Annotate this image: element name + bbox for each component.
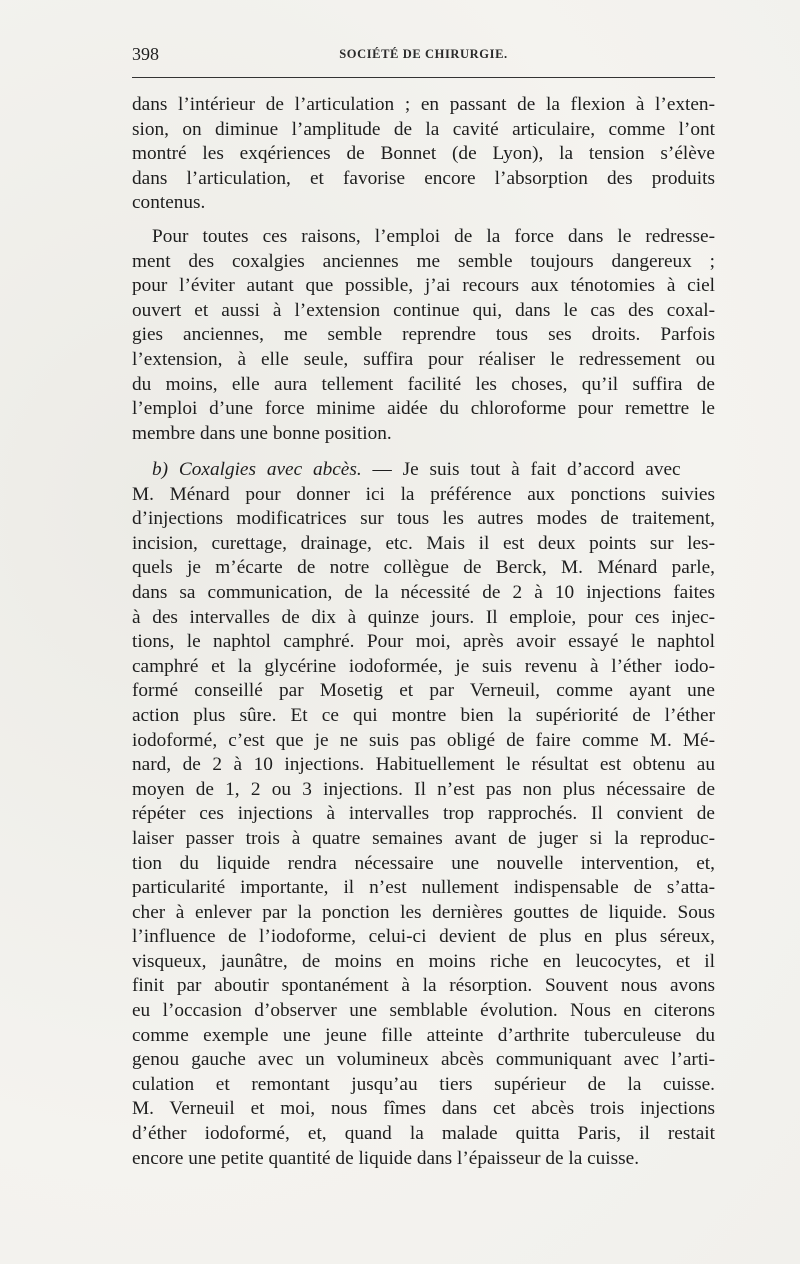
text-line: répéter ces injections à intervalles trop rapprochés. Il convient de: [132, 803, 715, 825]
text-line: moyen de 1, 2 ou 3 injections. Il n’est pas non plus nécessaire de: [132, 778, 715, 800]
text-line: tions, le naphtol camphré. Pour moi, après avoir essayé le naphtol: [132, 631, 715, 653]
text-line: membre dans une bonne position.: [132, 422, 392, 444]
text-line: montré les exqériences de Bonnet (de Lyon), la tension s’élève: [132, 143, 715, 165]
text-line: genou gauche avec un volumineux abcès communiquant avec l’arti-: [132, 1049, 715, 1071]
text-line: iodoformé, c’est que je ne suis pas obligé de faire comme M. Mé-: [132, 729, 715, 751]
text-line: eu l’occasion d’observer une semblable évolution. Nous en citerons: [132, 1000, 715, 1022]
text-line: camphré et la glycérine iodoformée, je suis revenu à l’éther iodo-: [132, 655, 715, 677]
text-line: ouvert et aussi à l’extension continue qui, dans le cas des coxal-: [132, 299, 715, 321]
text-line: encore une petite quantité de liquide dans l’épaisseur de la cuisse.: [132, 1147, 640, 1169]
section-heading: b) Coxalgies avec abcès.: [152, 459, 362, 480]
text-line: dans sa communication, de la nécessité de 2 à 10 injections faites: [132, 581, 715, 603]
text-line: d’éther iodoformé, et, quand la malade quitta Paris, il restait: [132, 1123, 715, 1145]
text-line: cher à enlever par la ponction les dernières gouttes de liquide. Sous: [132, 901, 715, 923]
text-line: M. Ménard pour donner ici la préférence aux ponctions suivies: [132, 483, 715, 505]
text-line: quels je m’écarte de notre collègue de Berck, M. Ménard parle,: [132, 557, 715, 579]
text-line: pour l’éviter autant que possible, j’ai recours aux ténotomies à ciel: [132, 275, 715, 297]
text-line: action plus sûre. Et ce qui montre bien la supériorité de l’éther: [132, 704, 715, 726]
text-line: particularité importante, il n’est nullement indispensable de s’atta-: [132, 877, 715, 899]
text-line: gies anciennes, me semble reprendre tous ses droits. Parfois: [132, 324, 715, 346]
text-line: nard, de 2 à 10 injections. Habituellement le résultat est obtenu au: [132, 754, 715, 776]
text-line: sion, on diminue l’amplitude de la cavité articulaire, comme l’ont: [132, 118, 715, 140]
text-line: laiser passer trois à quatre semaines avant de juger si la reproduc-: [132, 827, 715, 849]
text-line: dans l’articulation, et favorise encore l’absorption des produits: [132, 167, 715, 189]
text-line: Pour toutes ces raisons, l’emploi de la force dans le redresse-: [152, 226, 715, 247]
running-title: SOCIÉTÉ DE CHIRURGIE.: [339, 47, 508, 61]
text-line: comme exemple une jeune fille atteinte d’arthrite tuberculeuse du: [132, 1024, 715, 1046]
text-line: l’emploi d’une force minime aidée du chloroforme pour remettre le: [132, 398, 715, 420]
text-line: l’influence de l’iodoforme, celui-ci devient de plus en plus séreux,: [132, 926, 715, 948]
text-line: ment des coxalgies anciennes me semble toujours dangereux ;: [132, 250, 715, 272]
text-line: contenus.: [132, 192, 206, 214]
running-head: [132, 44, 715, 68]
header-rule: [132, 77, 715, 78]
text-line: visqueux, jaunâtre, de moins en moins riche en leucocytes, et il: [132, 950, 715, 972]
text-line: formé conseillé par Mosetig et par Verneuil, comme ayant une: [132, 680, 715, 702]
text-line: dans l’intérieur de l’articulation ; en passant de la flexion à l’exten-: [132, 94, 715, 115]
text-run: — Je suis tout à fait d’accord avec: [361, 459, 681, 480]
paragraph-1: [132, 93, 715, 216]
text-line: M. Verneuil et moi, nous fîmes dans cet abcès trois injections: [132, 1098, 715, 1120]
text-line: à des intervalles de dix à quinze jours. Il emploie, pour ces injec-: [132, 606, 715, 628]
page-number: 398: [132, 44, 159, 64]
text-line: l’extension, à elle seule, suffira pour réaliser le redressement ou: [132, 348, 715, 370]
text-line: du moins, elle aura tellement facilité les choses, qu’il suffira de: [132, 373, 715, 395]
text-line: finit par aboutir spontanément à la résorption. Souvent nous avons: [132, 975, 715, 997]
text-line: incision, curettage, drainage, etc. Mais il est deux points sur les-: [132, 532, 715, 554]
paragraph-2: [132, 225, 715, 446]
paragraph-3: [132, 458, 715, 1171]
text-line: d’injections modificatrices sur tous les autres modes de traitement,: [132, 508, 715, 530]
text-line: [132, 458, 715, 483]
text-line: culation et remontant jusqu’au tiers supérieur de la cuisse.: [132, 1073, 715, 1095]
text-line: tion du liquide rendra nécessaire une nouvelle intervention, et,: [132, 852, 715, 874]
